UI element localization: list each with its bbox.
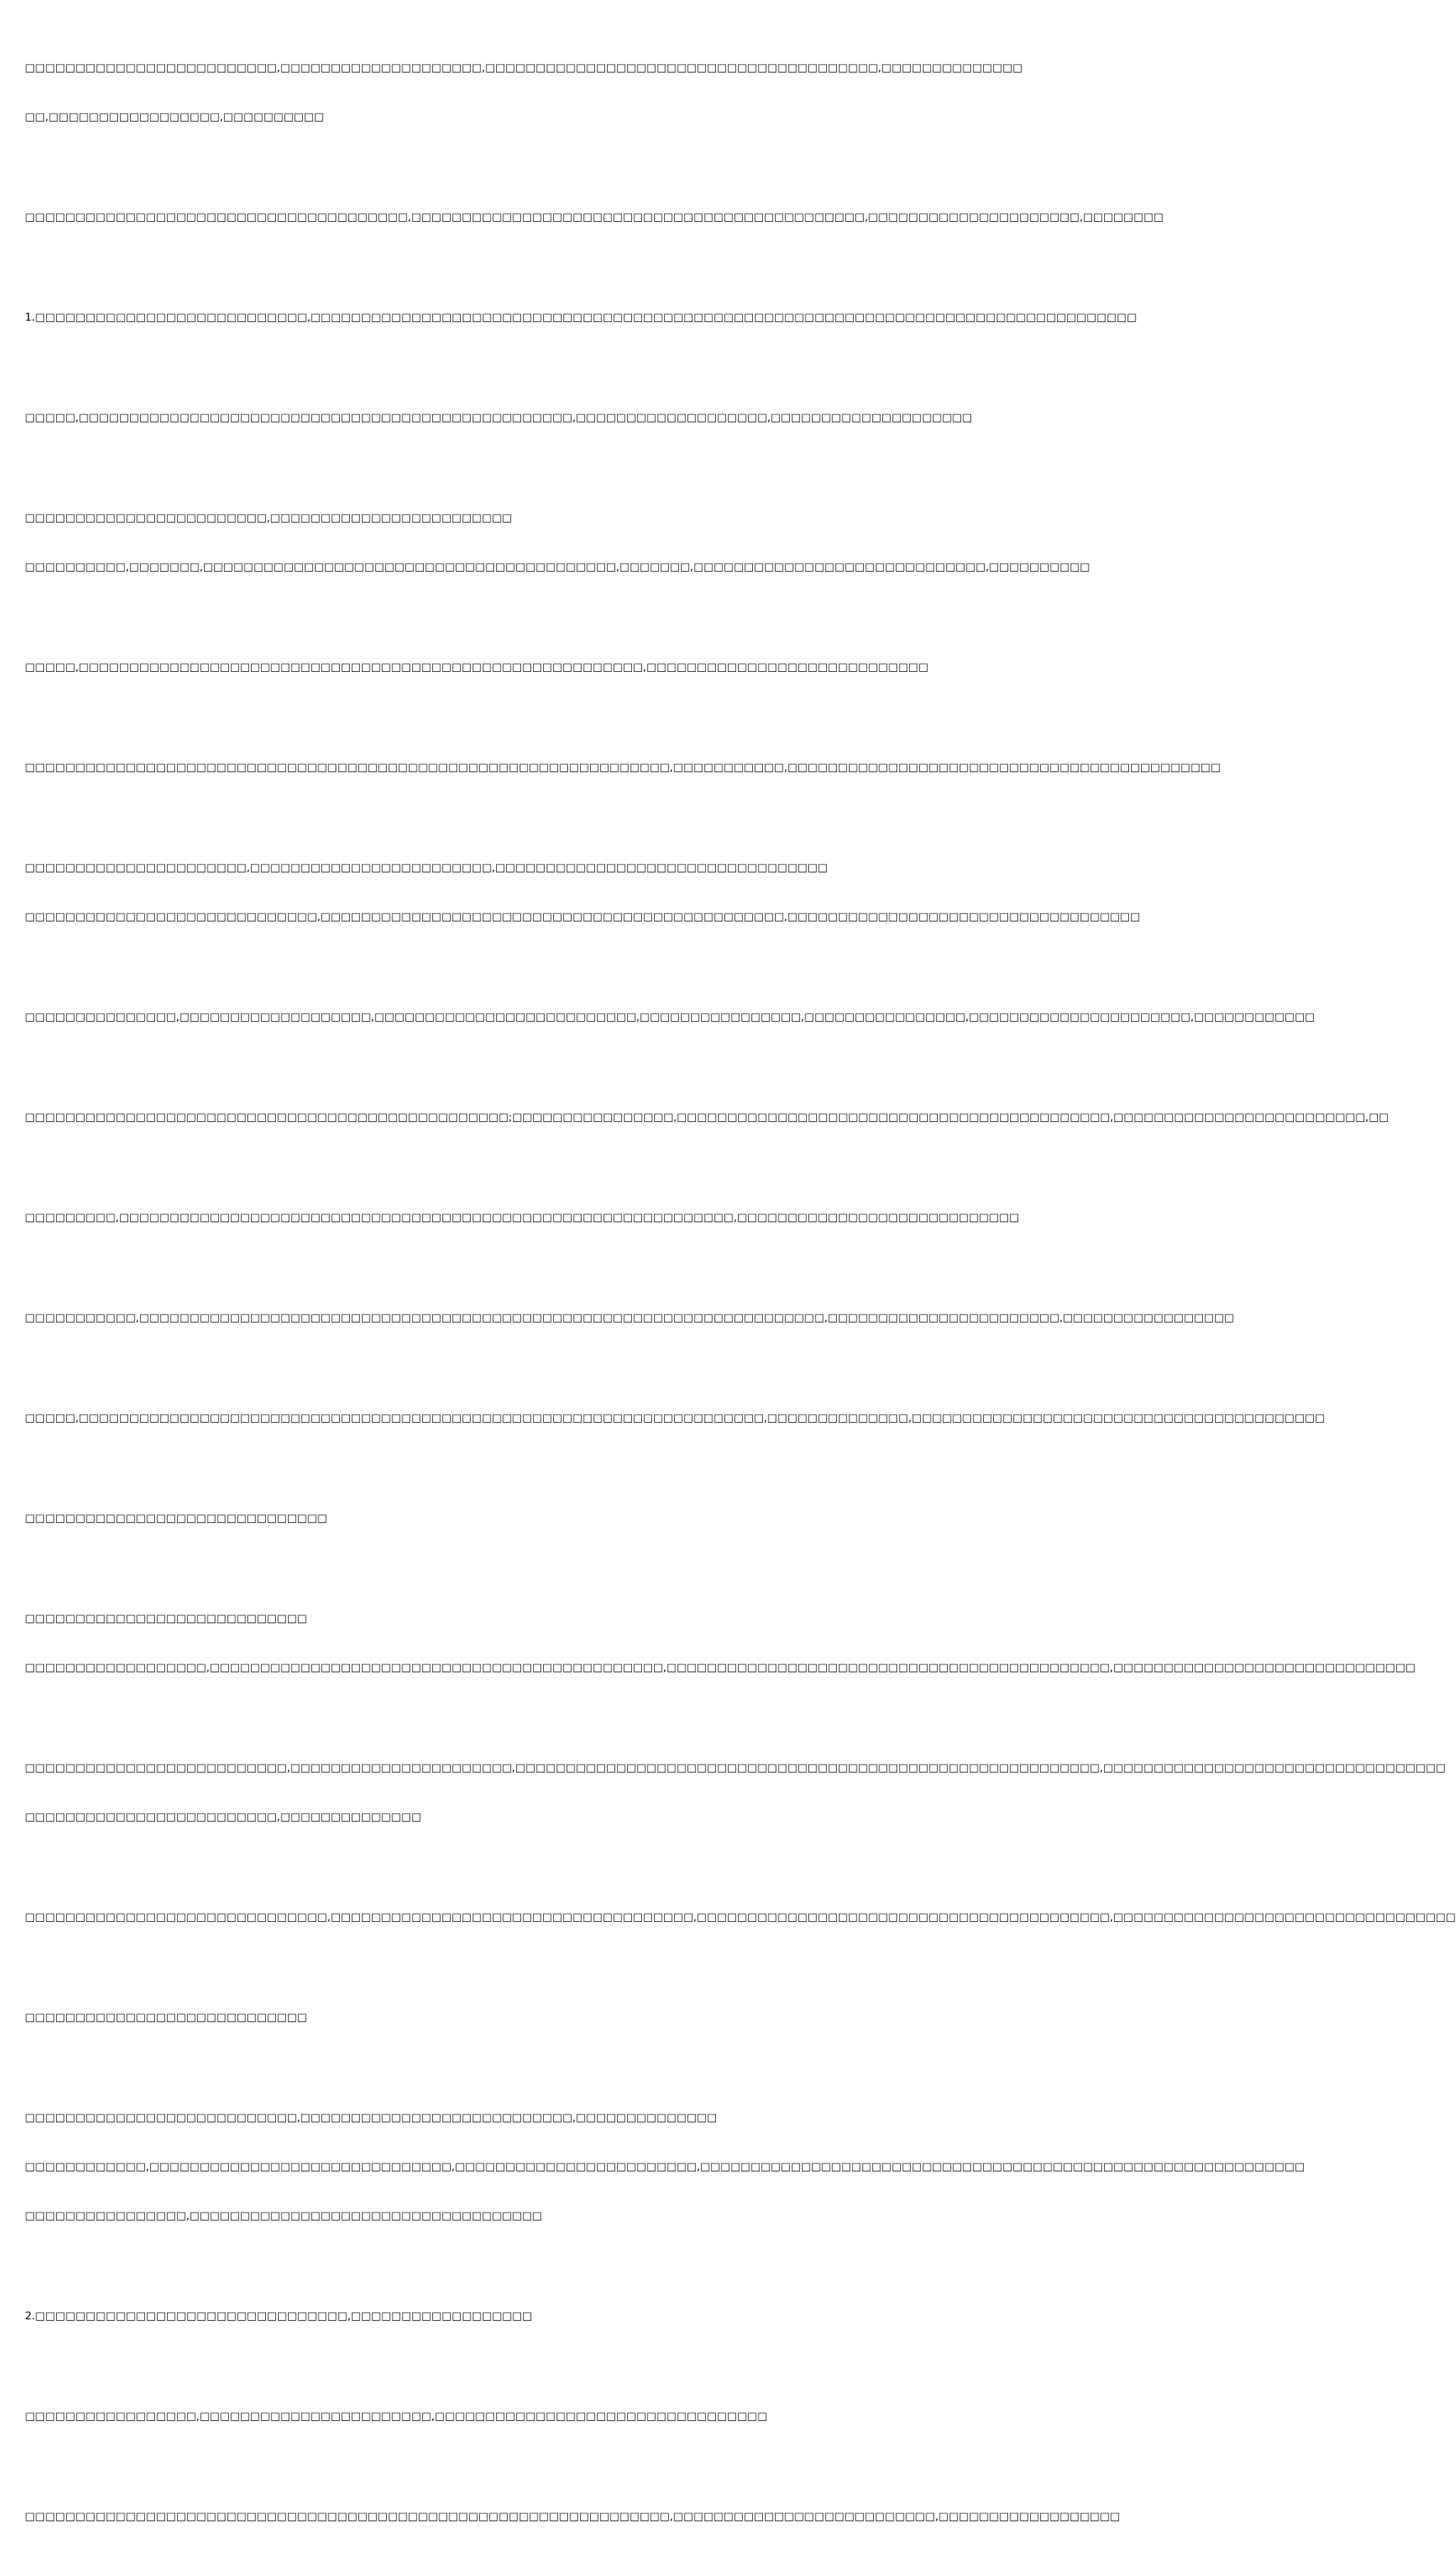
paragraph: [25, 27, 1023, 158]
paragraph: [25, 1876, 1456, 1958]
text-line: □□□□□□□□□,□□□□□□□□□□□□□□□□□□□□□□□□□□□□□□□□□□□□□□□□□□□□□□□□□□□□□□□□□□□□□,□□□□□□□□□□□□□□□□□□□□□□□□□□□□: [25, 1211, 1019, 1224]
document-body: [25, 27, 1456, 2576]
paragraph: [25, 1277, 1234, 1359]
paragraph: [25, 1076, 1389, 1158]
text-line: □□□□□□□□□□□□□□□□□□□□□□□□□□,□□□□□□□□□□□□□□□□□□□□□□,□□□□□□□□□□□□□□□□□□□□□□□□□□□□□□□□□□□□□□□□□□□□□□□□□□□□□□□□□□,□□□□□□□□□□□□□□□□□□□□□□□□□□□□□□□□□□: [25, 1761, 1446, 1774]
text-line: □□□□□,□□□□□□□□□□□□□□□□□□□□□□□□□□□□□□□□□□□□□□□□□□□□□□□□□□□□□□□□,□□□□□□□□□□□□□□□□□□□□□□□□□□□□: [25, 661, 928, 673]
paragraph: [25, 727, 1221, 808]
paragraph: [25, 2476, 1120, 2558]
text-line: □□□□□,□□□□□□□□□□□□□□□□□□□□□□□□□□□□□□□□□□□□□□□□□□□□□□□□□,□□□□□□□□□□□□□□□□□□□,□□□□□□□□□□□□□□□□□□□□: [25, 411, 973, 424]
numbered-paragraph: [25, 277, 1137, 358]
text-line: □□□□□□□□□□□□□□□□□□□□□□,□□□□□□□□□□□□□□□□□□□□□□□□,□□□□□□□□□□□□□□□□□□□□□□□□□□□□□□□□□: [25, 861, 828, 874]
text-line: □□□□□□□□□□□□□□□,□□□□□□□□□□□□□□□□□□□,□□□□□□□□□□□□□□□□□□□□□□□□□□,□□□□□□□□□□□□□□□□,□□□□□□□□□□□□□□□□,□□□□□□□□□□□□□□□□□□□□□□,□□□□□□□□□□□□: [25, 1010, 1315, 1023]
text-line: □□□□□□□□□□□□□□□□□□□□□□□□,□□□□□□□□□□□□□□□□□□□□□□□□: [25, 511, 513, 524]
text-line: 1.□□□□□□□□□□□□□□□□□□□□□□□□□□□,□□□□□□□□□□□□□□□□□□□□□□□□□□□□□□□□□□□□□□□□□□□□□□□□□□□□□□□□□□□□□□□□□□□□□□□□□□□□□□□□□□: [25, 311, 1137, 324]
text-line: □□□□□□□□□□□□□□□□□□,□□□□□□□□□□□□□□□□□□□□□□□□□□□□□□□□□□□□□□□□□□□□□,□□□□□□□□□□□□□□□□□□□□□□□□□□□□□□□□□□□□□□□□□□□□,□□□□□□□□□□□□□□□□□□□□□□□□□□□□□□: [25, 1661, 1415, 1674]
text-line: □□□□□□□□□□□□□□□□□□□□□□□□□□□□□□□□□□□□□□,□□□□□□□□□□□□□□□□□□□□□□□□□□□□□□□□□□□□□□□□□□□□□,□□□□□□□□□□□□□□□□□□□□□,□□□□□□□□: [25, 210, 1164, 223]
paragraph: [25, 2077, 1305, 2257]
text-line: □□□□□□□□□□□□□□□□,□□□□□□□□□□□□□□□□□□□□□□□□□□□□□□□□□□□: [25, 2209, 542, 2222]
text-line: □□□□□□□□□□□□□□□□□□□□□□□□□,□□□□□□□□□□□□□□□□□□□□,□□□□□□□□□□□□□□□□□□□□□□□□□□□□□□□□□□□□□□□,□□□□□□□□□□□□□□: [25, 61, 1023, 74]
text-line: □□□□□□□□□□□□□□□□□□□□□□□□□□□□□□□□□□□□□□□□□□□□□□□□□□□□□□□□□□□□□□□□,□□□□□□□□□□□□□□□□□□□□□□□□□□,□□□□□□□□□□□□□□□□□□: [25, 2510, 1120, 2523]
paragraph: [25, 1977, 704, 2058]
text-line: □□□□□□□□□□□□□□□□□□□□□□□□□□□□□□,□□□□□□□□□□□□□□□□□□□□□□□□□□□□□□□□□□□□,□□□□□□□□□□□□□□□□□□□□□□□□□□□□□□□□□□□□□□□□□,□□□□□□□□□□□□□□□□□□□□□□□□□□□□□□□□□□: [25, 1910, 1456, 1923]
paragraph: [25, 1727, 1446, 1858]
text-line: □□□□□□□□□□□□□□□□□,□□□□□□□□□□□□□□□□□□□□□□□,□□□□□□□□□□□□□□□□□□□□□□□□□□□□□□□□□: [25, 2410, 768, 2422]
paragraph: [25, 827, 1140, 958]
text-line: □□□□□□□□□□□□□□□□□□□□□□□□□□□□: [25, 1612, 307, 1625]
text-line: □□□□□□□□□□,□□□□□□□,□□□□□□□□□□□□□□□□□□□□□□□□□□□□□□□□□□□□□□□□□,□□□□□□□,□□□□□□□□□□□□□□□□□□□□□□□□□□□□□,□□□□□□□□□□: [25, 560, 1090, 573]
paragraph: [25, 2375, 768, 2457]
text-line: □□□□□□□□□□□□,□□□□□□□□□□□□□□□□□□□□□□□□□□□□□□,□□□□□□□□□□□□□□□□□□□□□□□□,□□□□□□□□□□□□□□□□□□□□□□□□□□□□□□□□□□□□□□□□□□□□□□□□□□□□□□□□□□□□: [25, 2160, 1305, 2173]
text-line: □□□□□□□□□□□□□□□□□□□□□□□□□□□□□□□□□□□□□□□□□□□□□□□□;□□□□□□□□□□□□□□□□,□□□□□□□□□□□□□□□□□□□□□□□□□□□□□□□□□□□□□□□□□□□,□□□□□□□□□□□□□□□□□□□□□□□□□,□□: [25, 1111, 1389, 1123]
text-line: □□□□□□□□□□□□□□□□□□□□□□□□□□□□: [25, 2011, 307, 2024]
text-line: 2.□□□□□□□□□□□□□□□□□□□□□□□□□□□□□□□,□□□□□□□□□□□□□□□□□□: [25, 2309, 532, 2322]
paragraph: [25, 477, 1090, 608]
text-line: □□□□□□□□□□□□□□□□□□□□□□□□□□□□□□: [25, 1512, 328, 1524]
text-line: □□□□□□□□□□□,□□□□□□□□□□□□□□□□□□□□□□□□□□□□□□□□□□□□□□□□□□□□□□□□□□□□□□□□□□□□□□□□□□□□,□□□□□□□□□□□□□□□□□□□□□□□,□□□□□□□□□□□□□□□□□: [25, 1311, 1234, 1324]
text-line: □□□□□□□□□□□□□□□□□□□□□□□□□□□,□□□□□□□□□□□□□□□□□□□□□□□□□□□,□□□□□□□□□□□□□□: [25, 2111, 717, 2124]
text-line: □□□□□□□□□□□□□□□□□□□□□□□□□□□□□,□□□□□□□□□□□□□□□□□□□□□□□□□□□□□□□□□□□□□□□□□□□□□□,□□□□□□□□□□□□□□□□□□□□□□□□□□□□□□□□□□□: [25, 910, 1140, 923]
paragraph: [25, 377, 973, 459]
paragraph: [25, 1578, 1415, 1709]
paragraph: [25, 626, 928, 708]
paragraph: [25, 1477, 704, 1559]
paragraph: [25, 1377, 1325, 1459]
paragraph: [25, 176, 1164, 258]
text-line: □□,□□□□□□□□□□□□□□□□□,□□□□□□□□□□: [25, 110, 324, 123]
text-line: □□□□□□□□□□□□□□□□□□□□□□□□□□□□□□□□□□□□□□□□□□□□□□□□□□□□□□□□□□□□□□□□,□□□□□□□□□□□,□□□□□□□□□□□□□□□□□□□□□□□□□□□□□□□□□□□□□□□□□□□: [25, 761, 1221, 774]
paragraph: [25, 976, 1315, 1058]
text-line: □□□□□,□□□□□□□□□□□□□□□□□□□□□□□□□□□□□□□□□□□□□□□□□□□□□□□□□□□□□□□□□□□□□□□□□□□□,□□□□□□□□□□□□□□,□□□□□□□□□□□□□□□□□□□□□□□□□□□□□□□□□□□□□□□□□: [25, 1411, 1325, 1424]
text-line: □□□□□□□□□□□□□□□□□□□□□□□□□,□□□□□□□□□□□□□□: [25, 1810, 422, 1823]
paragraph: [25, 1177, 1019, 1258]
numbered-paragraph: [25, 2275, 704, 2357]
